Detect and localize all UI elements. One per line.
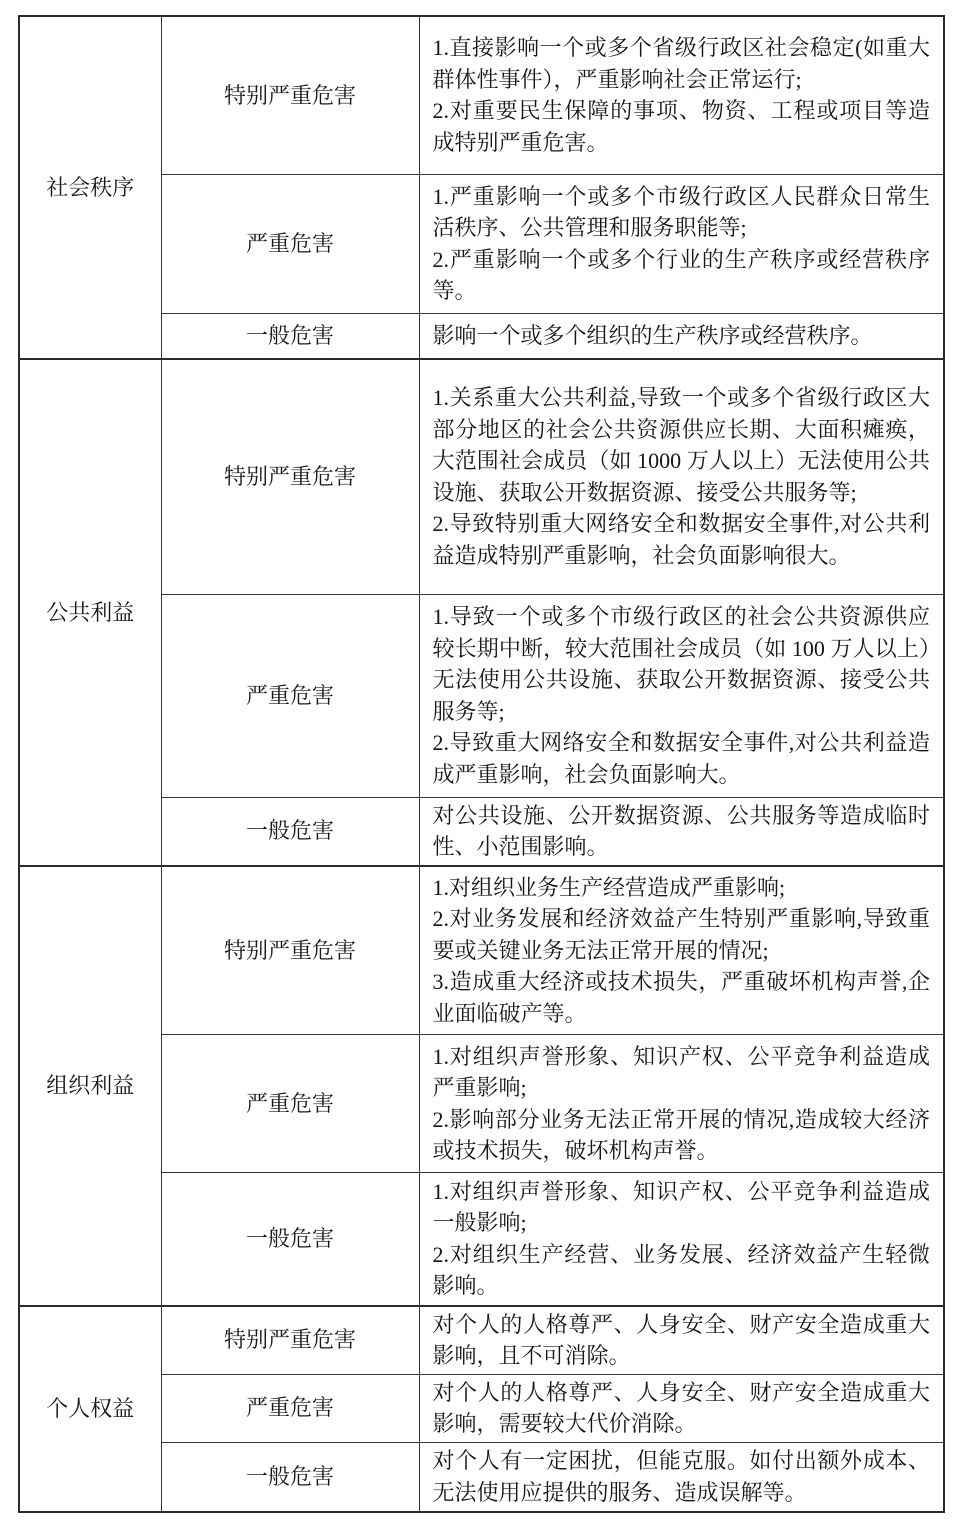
severity-label: 严重危害 [245, 1395, 334, 1421]
severity-level-cell [161, 594, 419, 797]
description-paragraph: 对个人的人格尊严、人身安全、财产安全造成重大影响，需要较大代价消除。 [432, 1379, 930, 1436]
harm-description-cell [419, 797, 944, 866]
severity-level-cell [161, 174, 419, 313]
severity-level-cell [161, 866, 419, 1035]
severity-label: 特别严重危害 [223, 464, 356, 489]
description-paragraph: 1.对组织声誉形象、知识产权、公平竞争利益造成严重影响; [432, 1043, 930, 1100]
description-paragraph: 2.严重影响一个或多个行业的生产秩序或经营秩序等。 [432, 246, 930, 303]
description-paragraph: 2.对业务发展和经济效益产生特别严重影响,导致重要或关键业务无法正常开展的情况; [432, 906, 930, 963]
harm-description-cell [419, 1173, 944, 1306]
severity-level-cell [161, 1374, 419, 1442]
severity-label: 严重危害 [245, 1090, 334, 1116]
description-paragraph: 2.对组织生产经营、业务发展、经济效益产生轻微影响。 [432, 1241, 930, 1299]
severity-label: 一般危害 [245, 323, 334, 348]
description-paragraph: 2.导致重大网络安全和数据安全事件,对公共利益造成严重影响，社会负面影响大。 [432, 730, 930, 787]
severity-level-cell [161, 1442, 419, 1512]
harm-description-cell [419, 1306, 944, 1375]
severity-label: 一般危害 [245, 1226, 334, 1251]
description-paragraph: 影响一个或多个组织的生产秩序或经营秩序。 [432, 323, 873, 348]
description-paragraph: 1.对组织业务生产经营造成严重影响; [432, 874, 786, 900]
table-row [19, 16, 944, 174]
description-paragraph: 2.影响部分业务无法正常开展的情况,造成较大经济或技术损失，破坏机构声誉。 [432, 1106, 930, 1163]
severity-label: 特别严重危害 [223, 1327, 356, 1353]
harm-description-cell [419, 594, 944, 797]
table-row [19, 866, 944, 1035]
severity-label: 特别严重危害 [223, 82, 356, 108]
description-paragraph: 1.严重影响一个或多个市级行政区人民群众日常生活秩序、公共管理和服务职能等; [432, 183, 930, 240]
severity-label: 特别严重危害 [223, 937, 356, 963]
category-label: 个人权益 [46, 1396, 135, 1421]
table-row [19, 359, 944, 594]
harm-description-cell [419, 1035, 944, 1173]
description-paragraph: 对公共设施、公开数据资源、公共服务等造成临时性、小范围影响。 [432, 802, 930, 859]
category-label: 社会秩序 [46, 174, 135, 200]
severity-label: 一般危害 [245, 818, 334, 844]
description-paragraph: 1.对组织声誉形象、知识产权、公平竞争利益造成一般影响; [432, 1178, 930, 1236]
description-paragraph: 对个人有一定困扰，但能克服。如付出额外成本、无法使用应提供的服务、造成误解等。 [432, 1448, 930, 1505]
harm-description-cell [419, 174, 944, 313]
severity-level-cell [161, 1306, 419, 1375]
severity-level-cell [161, 313, 419, 359]
harm-classification-table [18, 15, 945, 1513]
severity-level-cell [161, 1035, 419, 1173]
description-paragraph: 2.对重要民生保障的事项、物资、工程或项目等造成特别严重危害。 [432, 98, 930, 155]
description-paragraph: 2.导致特别重大网络安全和数据安全事件,对公共利益造成特别严重影响，社会负面影响很大。 [432, 511, 930, 568]
harm-description-cell [419, 1442, 944, 1512]
severity-level-cell [161, 797, 419, 866]
category-label: 组织利益 [46, 1072, 135, 1098]
table-row [19, 1306, 944, 1375]
severity-label: 严重危害 [245, 230, 334, 256]
category-cell-social-order [19, 16, 161, 359]
harm-description-cell [419, 866, 944, 1035]
severity-level-cell [161, 16, 419, 174]
severity-label: 一般危害 [245, 1464, 334, 1489]
category-label: 公共利益 [46, 599, 135, 625]
severity-label: 严重危害 [245, 682, 334, 708]
severity-level-cell [161, 1173, 419, 1306]
description-paragraph: 3.造成重大经济或技术损失，严重破坏机构声誉,企业面临破产等。 [432, 969, 930, 1026]
category-cell-public-interest [19, 359, 161, 866]
category-cell-organization-interest [19, 866, 161, 1306]
severity-level-cell [161, 359, 419, 594]
harm-description-cell [419, 16, 944, 174]
category-cell-personal-rights [19, 1306, 161, 1513]
description-paragraph: 1.导致一个或多个市级行政区的社会公共资源供应较长期中断，较大范围社会成员（如 100 万人以上）无法使用公共设施、获取公开数据资源、接受公共服务等; [432, 604, 930, 724]
description-paragraph: 1.关系重大公共利益,导致一个或多个省级行政区大部分地区的社会公共资源供应长期、大面积瘫痪，大范围社会成员（如 1000 万人以上）无法使用公共设施、获取公开数据资源、接受公共服务等; [432, 385, 930, 505]
description-paragraph: 1.直接影响一个或多个省级行政区社会稳定(如重大群体性事件），严重影响社会正常运行; [432, 35, 930, 92]
description-paragraph: 对个人的人格尊严、人身安全、财产安全造成重大影响，且不可消除。 [432, 1311, 930, 1368]
harm-description-cell [419, 313, 944, 359]
harm-description-cell [419, 359, 944, 594]
harm-description-cell [419, 1374, 944, 1442]
